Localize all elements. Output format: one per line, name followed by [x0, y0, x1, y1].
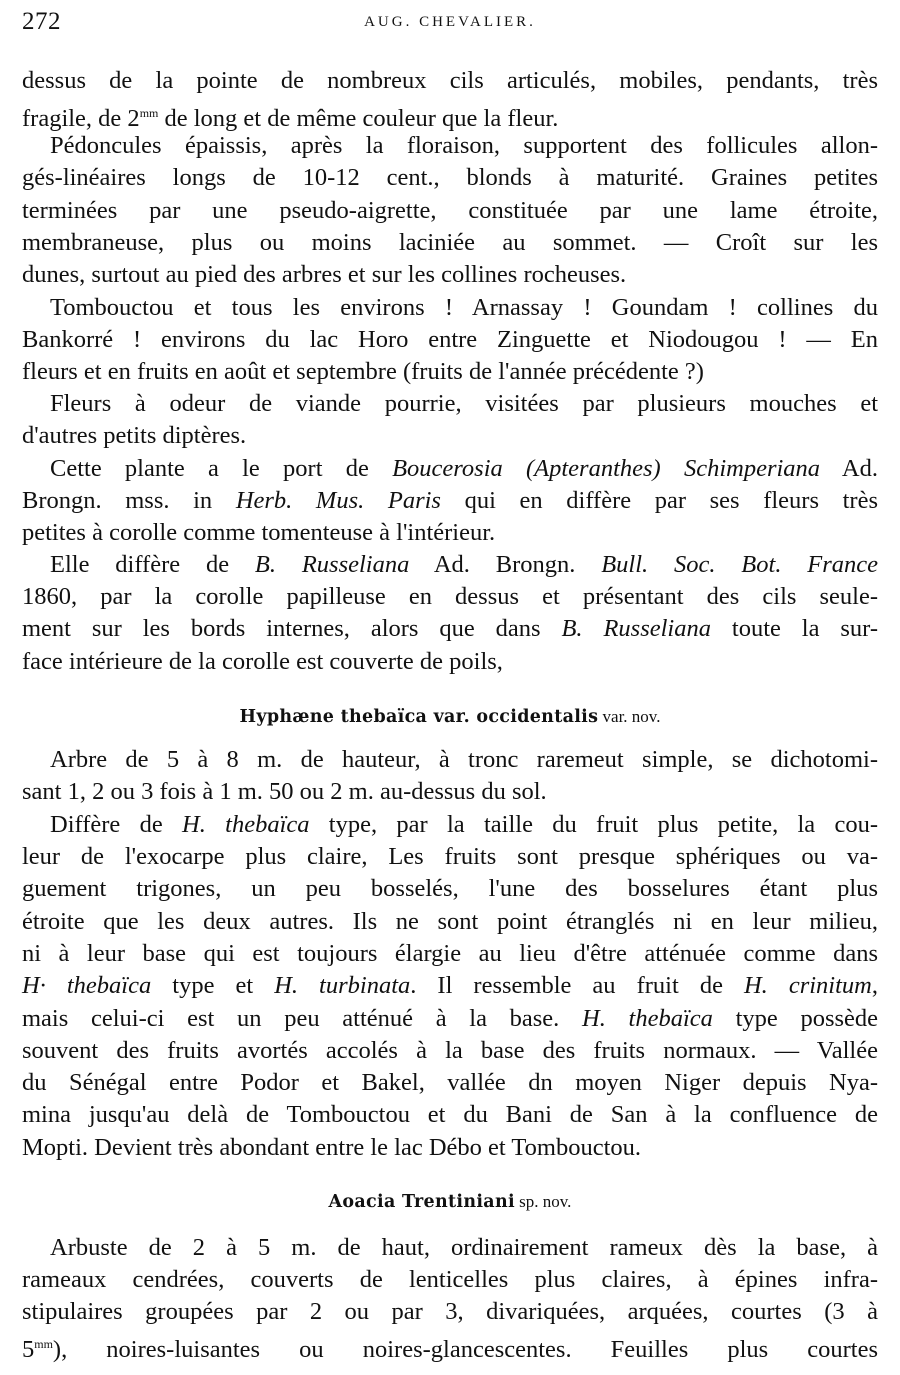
text-span: Elle diffère de [50, 551, 255, 578]
journal-citation: Bull. Soc. Bot. France [601, 551, 879, 578]
text-line [22, 1003, 878, 1035]
unit-superscript: mm [139, 106, 159, 120]
species-heading [22, 702, 878, 731]
unit-superscript: mm [34, 1337, 53, 1351]
text-line: sant 1, 2 ou 3 fois à 1 m. 50 ou 2 m. au-dessus du sol. [22, 778, 547, 805]
text-line: mina jusqu'au delà de Tombouctou et du Bani de San à la confluence de [22, 1101, 878, 1128]
taxon-name: Boucerosia (Apteranthes) Schimperiana [392, 455, 821, 482]
text-line: souvent des fruits avortés accolés à la base des fruits normaux. — Vallée [22, 1037, 878, 1064]
text-span: type, par la taille du fruit plus petite, la cou- [309, 811, 879, 838]
text-span: Ad. Brongn. [409, 551, 602, 578]
text-line: membraneuse, plus ou moins laciniée au sommet. — Croît sur les [22, 229, 878, 256]
text-span: Brongn. mss. in [22, 487, 236, 514]
page-number: 272 [22, 8, 61, 35]
text-span: type et [151, 972, 275, 999]
taxon-name: B. Russeliana [254, 551, 410, 578]
text-line [22, 613, 878, 645]
text-span: ), noires-luisantes ou noires-glancescentes. Feuilles plus courtes [52, 1336, 878, 1363]
taxon-name: H. turbinata [274, 972, 411, 999]
text-line: 1860, par la corolle papilleuse en dessus et présentant des cils seule- [22, 583, 878, 610]
text-line: Mopti. Devient très abondant entre le lac Débo et Tombouctou. [22, 1134, 642, 1161]
text-line: d'autres petits diptères. [22, 422, 247, 449]
text-span: Diffère de [50, 811, 183, 838]
taxon-rank: sp. nov. [514, 1192, 572, 1211]
text-line: face intérieure de la corolle est couverte de poils, [22, 648, 503, 675]
taxon-name: H· thebaïca [22, 972, 152, 999]
text-line: stipulaires groupées par 2 ou par 3, divariquées, arquées, courtes (3 à [22, 1298, 878, 1325]
text-span: de long et de même couleur que la fleur. [158, 105, 559, 132]
paragraph-first-line: Pédoncules épaissis, après la floraison, supportent des follicules allon- [50, 132, 878, 159]
text-line: Bankorré ! environs du lac Horo entre Zinguette et Niodougou ! — En [22, 326, 878, 353]
taxon-rank: var. nov. [598, 707, 661, 726]
text-span: , [871, 972, 878, 999]
text-line: rameaux cendrées, couverts de lenticelles plus claires, à épines infra- [22, 1266, 878, 1293]
text-span: 5 [22, 1336, 35, 1363]
text-line: dunes, surtout au pied des arbres et sur les collines rocheuses. [22, 261, 627, 288]
text-line: ni à leur base qui est toujours élargie au lieu d'être atténuée comme dans [22, 940, 878, 967]
text-span: Ad. [820, 455, 878, 482]
text-line: petites à corolle comme tomenteuse à l'intérieur. [22, 519, 496, 546]
text-span: toute la sur- [710, 615, 878, 642]
running-title: AUG. CHEVALIER. [364, 14, 536, 30]
paragraph-first-line: Arbuste de 2 à 5 m. de haut, ordinairement rameux dès la base, à [50, 1234, 878, 1261]
text-span: qui en diffère par ses fleurs très [440, 487, 878, 514]
text-span: . Il ressemble au fruit de [410, 972, 744, 999]
species-name: Hyphæne thebaïca var. occidentalis [239, 707, 599, 727]
running-header [22, 8, 878, 38]
text-span: mais celui-ci est un peu atténué à la base. [22, 1005, 582, 1032]
taxon-name: B. Russeliana [561, 615, 711, 642]
text-line: fleurs et en fruits en août et septembre (fruits de l'année précédente ?) [22, 358, 704, 385]
text-line: gés-linéaires longs de 10-12 cent., blonds à maturité. Graines petites [22, 164, 878, 191]
taxon-name: H. thebaïca [182, 811, 310, 838]
text-line: leur de l'exocarpe plus claire, Les fruits sont presque sphériques ou va- [22, 843, 878, 870]
text-span: type possède [712, 1005, 879, 1032]
text-line: dessus de la pointe de nombreux cils articulés, mobiles, pendants, très [22, 67, 878, 94]
taxon-name: H. crinitum [743, 972, 872, 999]
paragraph-first-line [22, 809, 878, 841]
text-line: guement trigones, un peu bosselés, l'une des bosselures étant plus [22, 875, 878, 902]
paragraph-first-line: Tombouctou et tous les environs ! Arnassay ! Goundam ! collines du [50, 294, 878, 321]
species-name: Aoacia Trentiniani [328, 1192, 515, 1212]
paragraph-first-line: Arbre de 5 à 8 m. de hauteur, à tronc raremeut simple, se dichotomi- [50, 746, 878, 773]
text-line [22, 97, 878, 132]
species-heading [22, 1187, 878, 1216]
text-line: du Sénégal entre Podor et Bakel, vallée dn moyen Niger depuis Nya- [22, 1069, 878, 1096]
paragraph-first-line [22, 549, 878, 581]
text-span: Cette plante a le port de [50, 455, 393, 482]
taxon-name: H. thebaïca [582, 1005, 713, 1032]
paragraph-first-line [22, 453, 878, 485]
herbarium-citation: Herb. Mus. Paris [235, 487, 441, 514]
text-line: terminées par une pseudo-aigrette, constituée par une lame étroite, [22, 197, 878, 224]
text-line [22, 970, 878, 1002]
text-line: étroite que les deux autres. Ils ne sont point étranglés ni en leur milieu, [22, 908, 878, 935]
text-span: ment sur les bords internes, alors que dans [22, 615, 562, 642]
paragraph-first-line: Fleurs à odeur de viande pourrie, visitées par plusieurs mouches et [50, 390, 878, 417]
text-span: fragile, de 2 [22, 105, 140, 132]
text-line [22, 1328, 878, 1363]
text-line [22, 485, 878, 517]
